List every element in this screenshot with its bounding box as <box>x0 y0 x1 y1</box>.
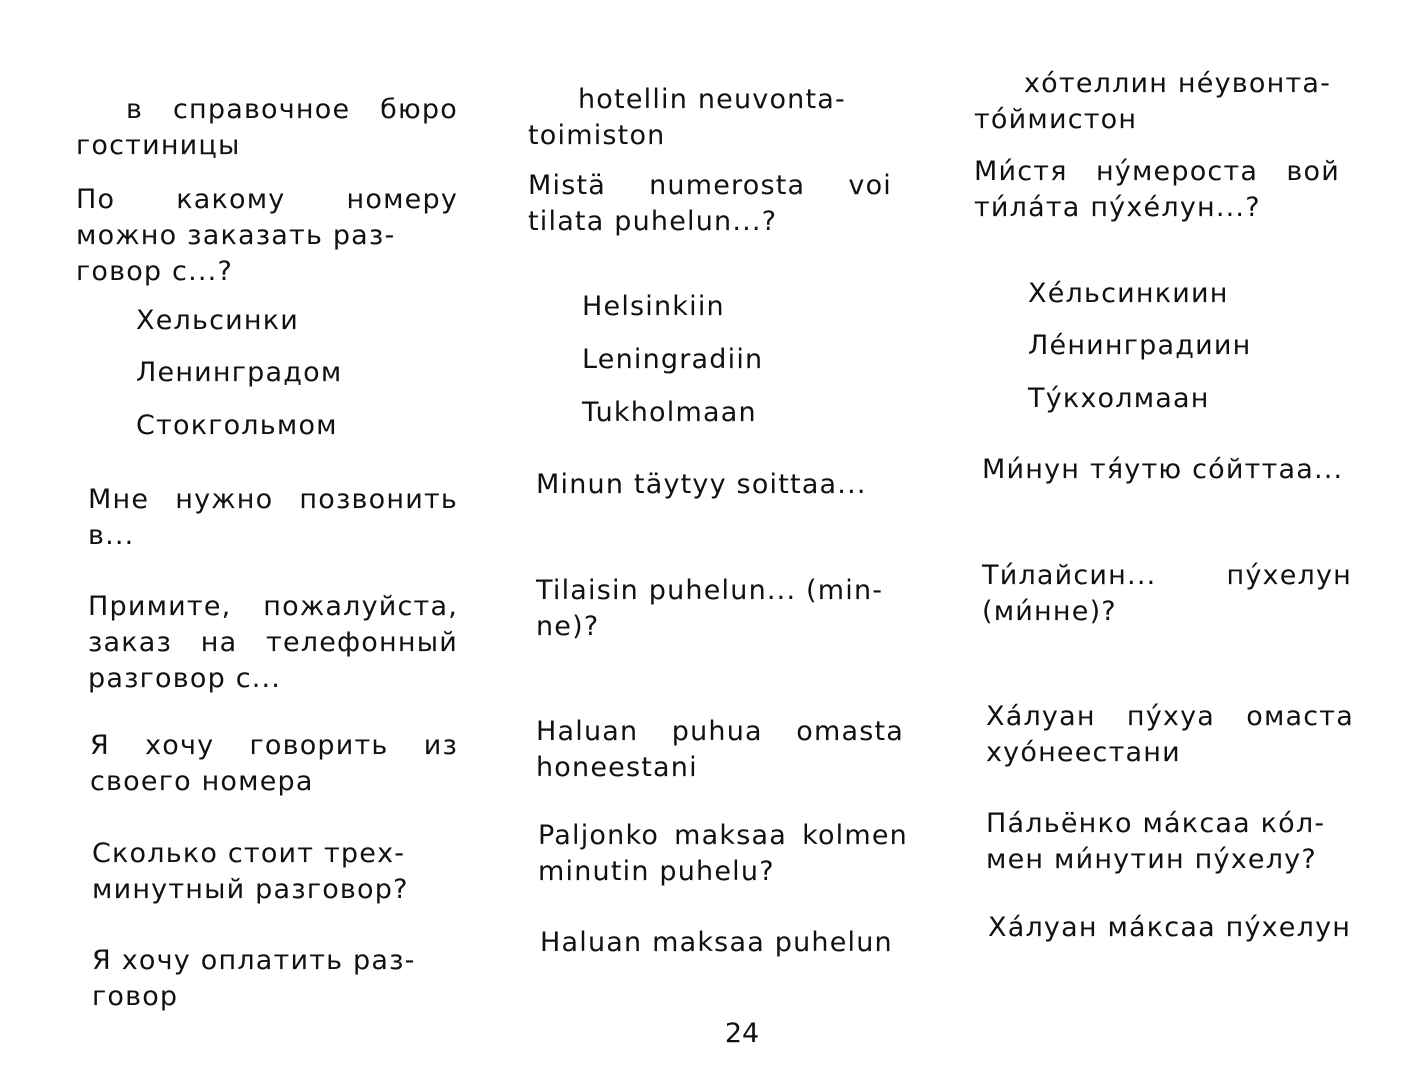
phrase-tr-helsinki: Хéльсинкиин <box>1028 278 1229 309</box>
phrase-ru-take-order: Примите, пожалуйста, заказ на телефонный разговор с... <box>88 591 458 694</box>
transcription-column <box>974 0 1358 1070</box>
phrase-ru-stockholm: Стокгольмом <box>136 410 338 441</box>
phrase-fi-hotel-info-desk: hotellin neuvonta- toimiston <box>528 84 846 151</box>
phrase-tr-take-order: Ти́лайсин... пýхелун (ми́нне)? <box>982 560 1352 627</box>
phrase-ru-speak-from-room: Я хочу говорить из своего номера <box>90 730 458 797</box>
phrase-fi-take-order: Tilaisin puhelun... (min- ne)? <box>536 575 884 642</box>
phrase-fi-stockholm: Tukholmaan <box>582 397 757 428</box>
phrase-tr-speak-from-room: Хáлуан пýхуа омаста хуóнеестани <box>986 701 1354 768</box>
phrase-ru-leningrad: Ленинградом <box>136 357 343 388</box>
phrase-ru-helsinki: Хельсинки <box>136 305 299 336</box>
phrase-fi-need-to-call: Minun täytyy soittaa... <box>536 469 867 500</box>
phrase-tr-hotel-info-desk: хóтеллин нéувонта- тóймистон <box>974 68 1332 135</box>
phrase-fi-leningrad: Leningradiin <box>582 344 764 375</box>
phrase-tr-three-minute-cost: Пáльёнко мáксаа кóл- мен ми́нутин пýхелу? <box>986 808 1326 875</box>
phrase-ru-hotel-info-desk: в справочное бюро гостиницы <box>76 94 458 161</box>
page-number: 24 <box>724 1018 760 1049</box>
phrase-tr-stockholm: Тýкхолмаан <box>1028 383 1210 414</box>
phrase-fi-which-number: Mistä numerosta voi tilata puhelun...? <box>528 170 892 237</box>
phrase-ru-pay-call: Я хочу оплатить раз- говор <box>92 945 416 1012</box>
phrase-fi-pay-call: Haluan maksaa puhelun <box>540 927 893 958</box>
phrase-tr-which-number: Ми́стя нýмероста вой ти́ла́та пýхéлун...? <box>974 156 1340 223</box>
phrase-fi-three-minute-cost: Paljonko maksaa kolmen minutin puhelu? <box>538 820 908 887</box>
finnish-column <box>528 0 910 1070</box>
russian-column <box>76 0 458 1070</box>
phrase-tr-leningrad: Лéнинградиин <box>1028 330 1252 361</box>
phrase-ru-which-number: По какому номеру можно заказать раз- говор с...? <box>76 184 458 287</box>
phrase-fi-helsinki: Helsinkiin <box>582 291 725 322</box>
phrase-tr-need-to-call: Ми́нун тя́утю сóйттаа... <box>982 454 1344 485</box>
phrase-tr-pay-call: Хáлуан мáксаа пýхелун <box>988 912 1352 943</box>
phrase-ru-three-minute-cost: Сколько стоит трех- минутный разговор? <box>92 838 409 905</box>
phrase-ru-need-to-call: Мне нужно позвонить в... <box>88 484 458 551</box>
phrase-fi-speak-from-room: Haluan puhua omasta honeestani <box>536 716 904 783</box>
